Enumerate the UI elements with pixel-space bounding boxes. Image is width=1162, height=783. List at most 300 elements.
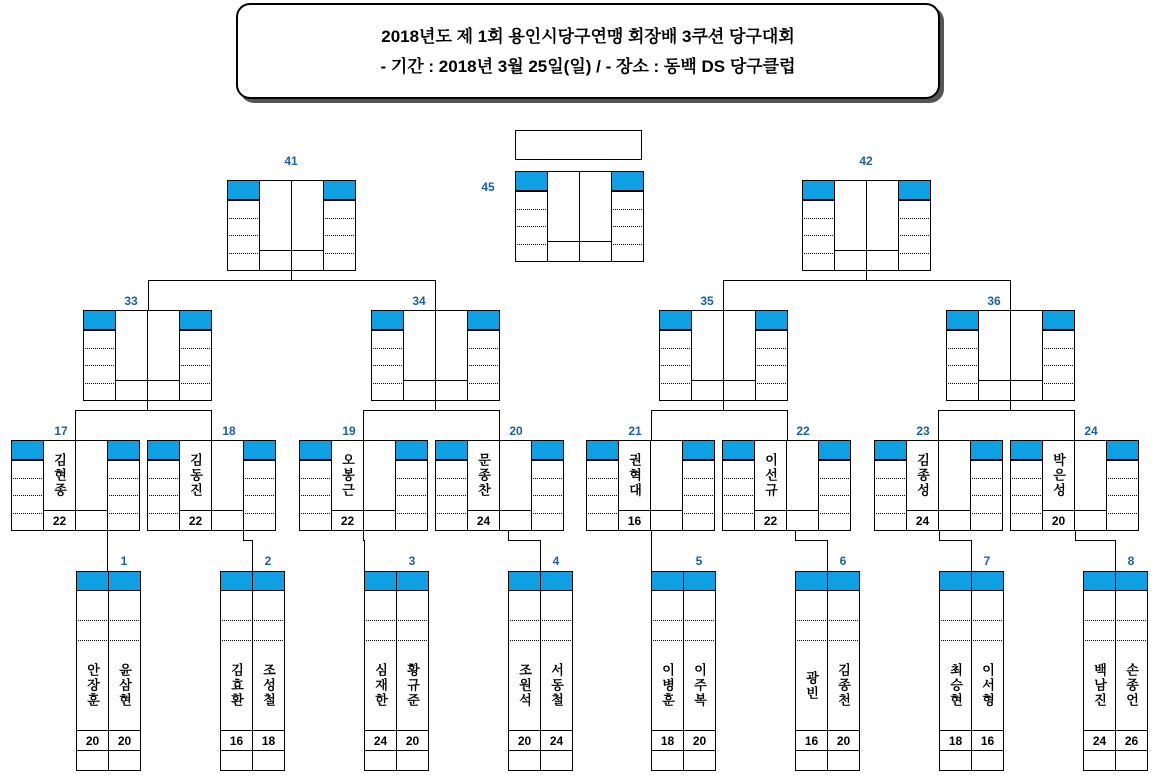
match-5-player-left: 이병훈 [651,640,684,731]
match-2-header-right [252,571,285,591]
match-21-body-2 [650,440,683,511]
match-3-blank-a-left [364,590,397,621]
match-45-score-cell [515,226,548,245]
match-34-score-cell [467,383,500,402]
match-number-34: 34 [412,294,426,308]
match-number-6: 6 [839,554,847,568]
match-24-header-3 [1106,440,1139,460]
match-4-header-left [508,571,541,591]
match-41-bottom-1 [259,250,292,271]
match-24-header-0 [1010,440,1043,460]
match-41-bottom-2 [291,250,324,271]
final-winner-box [515,130,642,160]
match-33-score-cell [179,365,212,384]
match-24-score-cell [1010,460,1043,479]
match-36-score-cell [1042,383,1075,402]
match-21-score-cell [682,513,715,532]
match-18-header-0 [147,440,180,460]
match-3-header-left [364,571,397,591]
match-8-header-right [1115,571,1148,591]
match-23-body-1: 김종성 [906,440,939,511]
match-6-header-right [827,571,860,591]
match-1-blank-a-right [108,590,141,621]
match-24-score-cell [1106,495,1139,514]
match-35-bottom-1 [691,380,724,401]
match-20-score-cell [531,513,564,532]
match-36-bottom-2 [1010,380,1043,401]
connector [1010,280,1011,311]
match-5-blank-a-right [683,590,716,621]
match-34-score-cell [467,348,500,367]
match-number-1: 1 [120,554,128,568]
match-number-45: 45 [481,180,495,194]
match-20-score-cell [435,513,468,532]
match-22-score-cell [722,513,755,532]
match-41-score-cell [323,235,356,254]
match-4-score-right: 24 [540,730,573,751]
match-5-blank-c-left [651,750,684,771]
match-3-score-right: 20 [396,730,429,751]
match-35-score-cell [755,330,788,349]
match-17-score-cell [107,478,140,497]
match-19-score-cell [395,513,428,532]
match-42-bottom-1 [834,250,867,271]
match-4-blank-a-right [540,590,573,621]
match-22-score-cell [818,460,851,479]
match-number-4: 4 [552,554,560,568]
match-21-score-cell [586,513,619,532]
connector [435,400,436,411]
match-number-17: 17 [54,424,68,438]
match-18-score-cell [243,495,276,514]
match-22-score-cell [722,460,755,479]
match-33-score-cell [83,383,116,402]
match-42-score-cell [802,235,835,254]
match-45-score-cell [515,244,548,263]
match-35-body-1 [691,310,724,381]
match-8-blank-b-right [1115,620,1148,641]
match-33-score-cell [83,348,116,367]
match-33-body-1 [115,310,148,381]
match-24-score-cell [1010,478,1043,497]
match-20-score-cell [531,460,564,479]
match-41-score-cell [227,218,260,237]
match-22-bottom-2 [786,510,819,531]
match-42-score-cell [898,235,931,254]
match-22-header-0 [722,440,755,460]
match-2-blank-b-right [252,620,285,641]
connector [75,410,76,441]
match-1-blank-b-right [108,620,141,641]
match-19-bottom-2 [363,510,396,531]
match-number-42: 42 [859,154,873,168]
match-18-score-cell [147,460,180,479]
match-20-body-1: 문종찬 [467,440,500,511]
connector [540,540,541,572]
match-8-blank-c-right [1115,750,1148,771]
match-23-score-cell [874,495,907,514]
match-20-score-cell [435,478,468,497]
match-5-blank-b-right [683,620,716,641]
match-7-blank-b-left [939,620,972,641]
match-33-score-cell [179,348,212,367]
match-41-score-cell [323,218,356,237]
title-box [236,3,940,99]
match-21-score-cell [682,478,715,497]
match-7-blank-b-right [971,620,1004,641]
match-1-blank-c-left [76,750,109,771]
match-6-player-left: 광빈 [795,640,828,731]
match-20-bottom-2 [499,510,532,531]
match-42-score-cell [898,200,931,219]
connector [651,540,652,572]
match-3-player-right: 황규준 [396,640,429,731]
match-17-score-cell [11,495,44,514]
match-24-bottom-2 [1074,510,1107,531]
match-23-score-cell [970,460,1003,479]
match-5-score-left: 18 [651,730,684,751]
match-34-header-0 [371,310,404,330]
connector [795,540,828,541]
connector [938,410,939,441]
match-19-header-0 [299,440,332,460]
match-20-body-2 [499,440,532,511]
match-number-19: 19 [342,424,356,438]
match-19-bottom-1: 22 [331,510,364,531]
match-7-player-left: 최승현 [939,640,972,731]
match-4-header-right [540,571,573,591]
match-41-body-2 [291,180,324,251]
match-19-body-2 [363,440,396,511]
match-36-score-cell [946,348,979,367]
match-18-score-cell [243,478,276,497]
match-19-score-cell [299,460,332,479]
match-number-41: 41 [284,154,298,168]
match-17-score-cell [11,478,44,497]
match-8-score-left: 24 [1083,730,1116,751]
match-4-player-left: 조원석 [508,640,541,731]
match-34-body-1 [403,310,436,381]
match-45-bottom-2 [579,241,612,262]
match-7-header-right [971,571,1004,591]
match-41-score-cell [323,200,356,219]
match-36-bottom-1 [978,380,1011,401]
match-20-score-cell [435,460,468,479]
match-24-score-cell [1010,513,1043,532]
match-18-bottom-2 [211,510,244,531]
match-3-blank-a-right [396,590,429,621]
connector [723,400,724,411]
match-19-body-1: 오봉근 [331,440,364,511]
match-1-header-right [108,571,141,591]
match-19-score-cell [395,495,428,514]
match-21-body-1: 권혁대 [618,440,651,511]
match-6-player-right: 김종천 [827,640,860,731]
match-34-score-cell [371,348,404,367]
match-7-score-right: 16 [971,730,1004,751]
match-45-bottom-1 [547,241,580,262]
match-7-header-left [939,571,972,591]
match-3-blank-c-right [396,750,429,771]
match-36-score-cell [946,383,979,402]
match-5-blank-b-left [651,620,684,641]
match-3-player-left: 심재한 [364,640,397,731]
match-18-header-3 [243,440,276,460]
match-number-18: 18 [222,424,236,438]
match-45-score-cell [515,209,548,228]
match-number-21: 21 [628,424,642,438]
match-22-score-cell [722,495,755,514]
connector [147,400,148,411]
match-22-header-3 [818,440,851,460]
match-20-score-cell [531,478,564,497]
match-23-score-cell [874,460,907,479]
match-number-33: 33 [124,294,138,308]
match-2-blank-c-right [252,750,285,771]
match-21-score-cell [586,478,619,497]
match-35-score-cell [659,330,692,349]
match-33-header-3 [179,310,212,330]
match-45-score-cell [611,209,644,228]
match-7-blank-a-right [971,590,1004,621]
match-41-header-3 [323,180,356,200]
match-8-score-right: 26 [1115,730,1148,751]
match-17-score-cell [11,460,44,479]
match-35-header-3 [755,310,788,330]
match-1-header-left [76,571,109,591]
match-34-bottom-1 [403,380,436,401]
match-23-header-0 [874,440,907,460]
match-number-2: 2 [264,554,272,568]
match-34-score-cell [467,330,500,349]
match-1-blank-c-right [108,750,141,771]
connector [363,410,500,411]
match-4-blank-b-right [540,620,573,641]
match-33-score-cell [179,330,212,349]
connector [723,280,1011,281]
match-23-bottom-1: 24 [906,510,939,531]
match-45-header-3 [611,171,644,191]
match-21-bottom-2 [650,510,683,531]
connector [971,540,972,572]
match-24-score-cell [1106,460,1139,479]
match-33-score-cell [83,365,116,384]
match-5-score-right: 20 [683,730,716,751]
match-7-blank-c-right [971,750,1004,771]
match-8-blank-a-right [1115,590,1148,621]
match-45-body-2 [579,171,612,242]
match-35-score-cell [659,383,692,402]
match-41-score-cell [227,235,260,254]
match-36-score-cell [1042,330,1075,349]
match-18-score-cell [243,460,276,479]
match-22-body-2 [786,440,819,511]
match-42-body-1 [834,180,867,251]
match-number-22: 22 [796,424,810,438]
connector [651,410,788,411]
match-45-score-cell [611,226,644,245]
match-number-5: 5 [695,554,703,568]
match-19-score-cell [395,460,428,479]
match-34-body-2 [435,310,468,381]
match-7-blank-a-left [939,590,972,621]
match-2-blank-c-left [220,750,253,771]
match-24-score-cell [1010,495,1043,514]
match-42-score-cell [898,218,931,237]
match-19-score-cell [395,478,428,497]
match-23-score-cell [970,478,1003,497]
match-1-score-left: 20 [76,730,109,751]
match-number-20: 20 [509,424,523,438]
match-42-score-cell [802,253,835,272]
match-2-player-right: 조성철 [252,640,285,731]
match-6-blank-a-left [795,590,828,621]
match-4-blank-c-right [540,750,573,771]
connector [148,280,149,311]
match-20-score-cell [531,495,564,514]
match-45-score-cell [611,191,644,210]
match-20-header-0 [435,440,468,460]
match-36-score-cell [1042,365,1075,384]
match-17-score-cell [107,513,140,532]
match-23-body-2 [938,440,971,511]
match-21-score-cell [682,460,715,479]
match-42-score-cell [898,253,931,272]
match-17-score-cell [11,513,44,532]
match-36-header-3 [1042,310,1075,330]
match-24-body-1: 박은성 [1042,440,1075,511]
match-42-bottom-2 [866,250,899,271]
match-35-header-0 [659,310,692,330]
match-2-header-left [220,571,253,591]
match-17-body-2 [75,440,108,511]
match-2-score-left: 16 [220,730,253,751]
match-6-header-left [795,571,828,591]
match-36-score-cell [946,330,979,349]
match-23-score-cell [970,513,1003,532]
match-23-header-3 [970,440,1003,460]
match-7-player-right: 이서형 [971,640,1004,731]
match-22-score-cell [818,513,851,532]
match-20-header-3 [531,440,564,460]
match-17-bottom-2 [75,510,108,531]
match-41-header-0 [227,180,260,200]
match-18-score-cell [147,478,180,497]
match-18-score-cell [147,513,180,532]
match-36-body-1 [978,310,1011,381]
match-23-score-cell [970,495,1003,514]
match-8-blank-c-left [1083,750,1116,771]
match-8-header-left [1083,571,1116,591]
match-20-score-cell [435,495,468,514]
match-number-7: 7 [983,554,991,568]
match-5-blank-a-left [651,590,684,621]
match-35-body-2 [723,310,756,381]
match-5-header-left [651,571,684,591]
connector [1075,540,1116,541]
match-6-blank-c-left [795,750,828,771]
match-17-score-cell [107,495,140,514]
connector [1074,410,1075,441]
connector [827,540,828,572]
match-8-blank-b-left [1083,620,1116,641]
connector [107,540,108,572]
match-42-score-cell [802,200,835,219]
match-36-score-cell [946,365,979,384]
match-number-24: 24 [1084,424,1098,438]
connector [1010,400,1011,411]
match-6-score-left: 16 [795,730,828,751]
match-33-bottom-2 [147,380,180,401]
match-24-body-2 [1074,440,1107,511]
match-36-header-0 [946,310,979,330]
title-line-1: 2018년도 제 1회 용인시당구연맹 회장배 3쿠션 당구대회 [381,27,795,46]
match-34-score-cell [371,383,404,402]
connector [939,540,972,541]
match-6-score-right: 20 [827,730,860,751]
match-33-body-2 [147,310,180,381]
match-number-23: 23 [916,424,930,438]
connector [651,410,652,441]
match-42-header-0 [802,180,835,200]
match-21-score-cell [682,495,715,514]
match-24-bottom-1: 20 [1042,510,1075,531]
match-36-body-2 [1010,310,1043,381]
connector [499,410,500,441]
match-1-blank-a-left [76,590,109,621]
match-33-bottom-1 [115,380,148,401]
match-23-score-cell [874,513,907,532]
match-22-score-cell [818,495,851,514]
match-number-8: 8 [1127,554,1135,568]
match-35-score-cell [755,365,788,384]
match-34-header-3 [467,310,500,330]
match-18-body-2 [211,440,244,511]
connector [291,270,292,281]
connector [787,410,788,441]
match-6-blank-a-right [827,590,860,621]
match-number-35: 35 [700,294,714,308]
match-7-blank-c-left [939,750,972,771]
match-17-header-0 [11,440,44,460]
title-line-2: - 기간 : 2018년 3월 25일(일) / - 장소 : 동백 DS 당구클럽 [380,57,796,76]
match-41-score-cell [323,253,356,272]
match-2-score-right: 18 [252,730,285,751]
match-3-blank-c-left [364,750,397,771]
match-35-score-cell [659,348,692,367]
match-1-player-right: 윤삼현 [108,640,141,731]
match-6-blank-c-right [827,750,860,771]
match-33-header-0 [83,310,116,330]
match-number-36: 36 [987,294,1001,308]
match-45-score-cell [611,244,644,263]
match-5-player-right: 이주복 [683,640,716,731]
match-2-blank-b-left [220,620,253,641]
match-17-body-1: 김현종 [43,440,76,511]
match-24-score-cell [1106,513,1139,532]
match-23-bottom-2 [938,510,971,531]
match-1-score-right: 20 [108,730,141,751]
match-2-blank-a-left [220,590,253,621]
match-42-score-cell [802,218,835,237]
match-20-bottom-1: 24 [467,510,500,531]
match-19-score-cell [299,478,332,497]
match-35-score-cell [659,365,692,384]
match-34-score-cell [371,365,404,384]
match-41-score-cell [227,200,260,219]
match-21-bottom-1: 16 [618,510,651,531]
match-18-bottom-1: 22 [179,510,212,531]
